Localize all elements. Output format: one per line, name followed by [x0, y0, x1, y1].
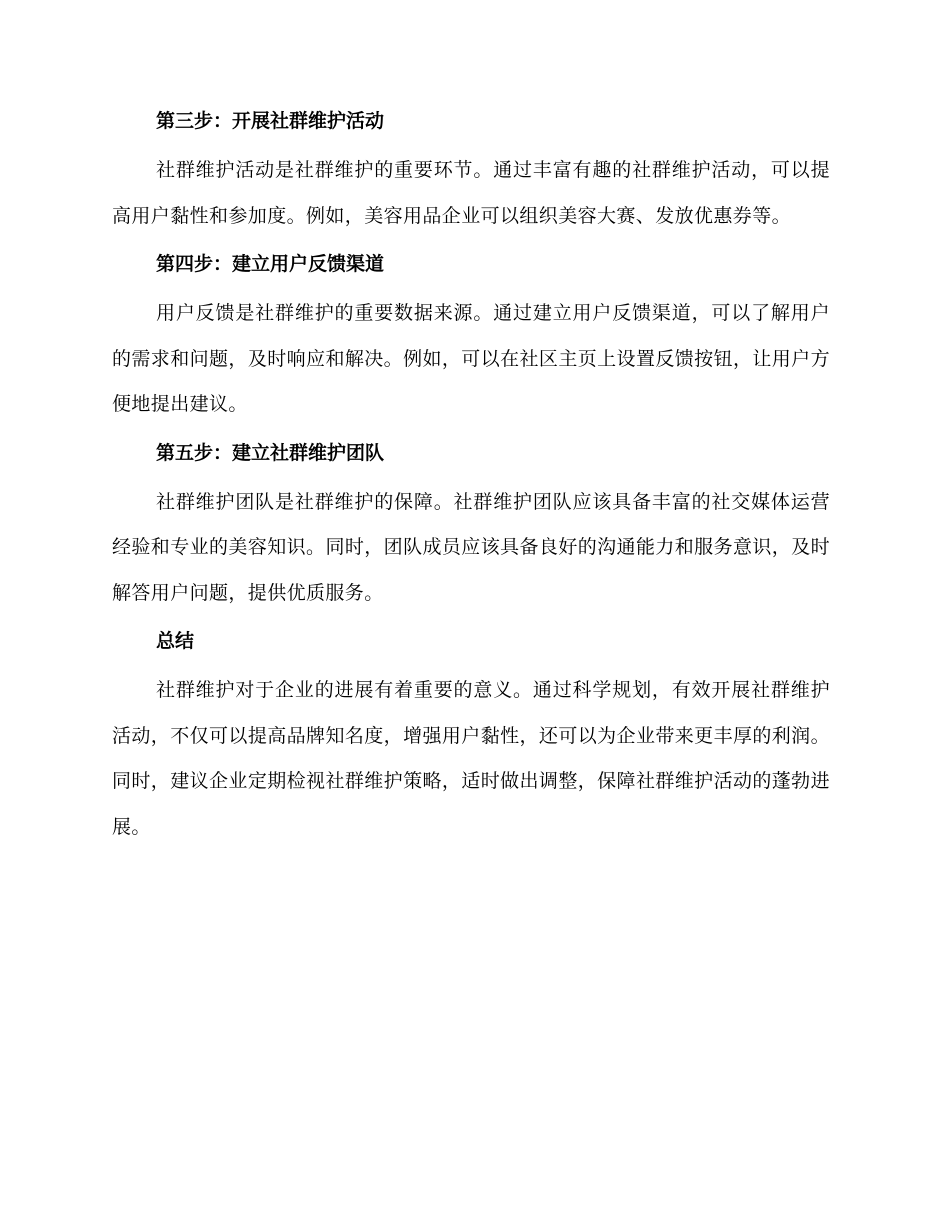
document-page [112, 108, 830, 862]
section-heading: 第四步：建立用户反馈渠道 [156, 253, 385, 275]
section-step-four [112, 251, 830, 428]
section-heading: 总结 [156, 630, 195, 652]
section-paragraph: 社群维护活动是社群维护的重要环节。通过丰富有趣的社群维护活动，可以提高用户黏性和参加度。例如，美容用品企业可以组织美容大赛、发放优惠券等。 [112, 159, 830, 227]
section-paragraph: 社群维护团队是社群维护的保障。社群维护团队应该具备丰富的社交媒体运营经验和专业的美容知识。同时，团队成员应该具备良好的沟通能力和服务意识，及时解答用户问题，提供优质服务。 [112, 490, 830, 604]
section-summary [112, 628, 830, 850]
section-step-three [112, 108, 830, 239]
section-paragraph: 社群维护对于企业的进展有着重要的意义。通过科学规划，有效开展社群维护活动，不仅可以提高品牌知名度，增强用户黏性，还可以为企业带来更丰厚的利润。同时，建议企业定期检视社群维护策略，适时做出调整，保障社群维护活动的蓬勃进展。 [112, 679, 830, 838]
section-heading: 第三步：开展社群维护活动 [156, 110, 385, 132]
section-paragraph: 用户反馈是社群维护的重要数据来源。通过建立用户反馈渠道，可以了解用户的需求和问题，及时响应和解决。例如，可以在社区主页上设置反馈按钮，让用户方便地提出建议。 [112, 302, 830, 415]
section-heading: 第五步：建立社群维护团队 [156, 441, 385, 464]
section-step-five [112, 440, 830, 617]
